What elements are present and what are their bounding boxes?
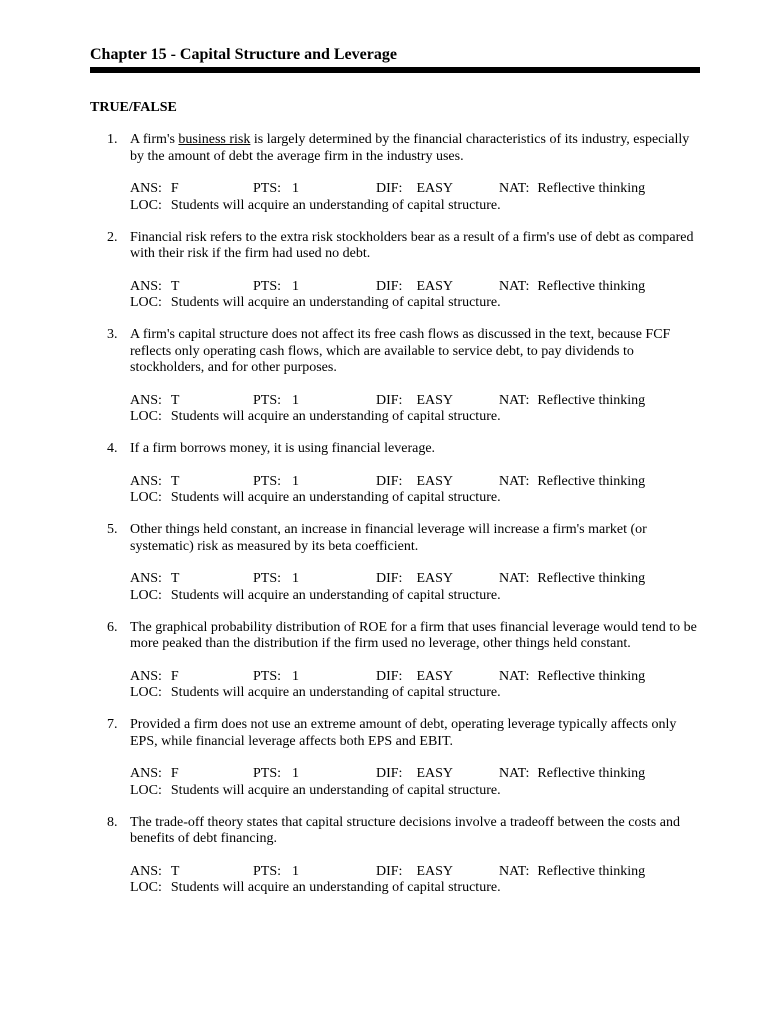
question-item xyxy=(90,620,700,702)
loc-row: LOC: Students will acquire an understanding of capital structure. xyxy=(130,685,501,700)
difficulty-field: DIF: EASY xyxy=(376,571,454,586)
nat-field: NAT: Reflective thinking xyxy=(499,392,646,408)
loc-row: LOC: Students will acquire an understanding of capital structure. xyxy=(130,782,501,798)
question-item xyxy=(90,717,700,799)
question-item xyxy=(90,230,700,312)
answer-meta-row xyxy=(130,393,700,410)
difficulty-field: DIF: EASY xyxy=(376,278,454,294)
points-field: PTS: 1 xyxy=(253,181,300,196)
points-field: PTS: 1 xyxy=(253,668,300,684)
answer-meta-row xyxy=(130,181,700,198)
answer-meta-row xyxy=(130,669,700,686)
points-field: PTS: 1 xyxy=(253,278,300,294)
difficulty-field: DIF: EASY xyxy=(376,473,454,489)
difficulty-field: DIF: EASY xyxy=(376,181,454,196)
points-field: PTS: 1 xyxy=(253,863,300,879)
answer-field: ANS: T xyxy=(130,473,180,489)
nat-field: NAT: Reflective thinking xyxy=(499,473,646,489)
underlined-term: business risk xyxy=(178,132,251,147)
nat-field: NAT: Reflective thinking xyxy=(499,278,646,294)
question-number: 7. xyxy=(107,717,118,732)
points-field: PTS: 1 xyxy=(253,766,300,781)
question-text: The graphical probability distribution of ROE for a firm that uses financial leverage would tend to be more peaked than the distribution if the firm used no leverage, other things held constant. xyxy=(130,619,697,651)
question-number: 2. xyxy=(107,229,118,245)
points-field: PTS: 1 xyxy=(253,571,300,586)
answer-meta-row xyxy=(130,279,700,296)
loc-row: LOC: Students will acquire an understanding of capital structure. xyxy=(130,409,501,424)
answer-meta-row xyxy=(130,474,700,491)
question-text: If a firm borrows money, it is using financial leverage. xyxy=(130,441,436,456)
question-item xyxy=(90,327,700,426)
answer-field: ANS: T xyxy=(130,571,180,586)
answer-meta-row xyxy=(130,864,700,881)
question-number: 4. xyxy=(107,441,118,456)
loc-row: LOC: Students will acquire an understanding of capital structure. xyxy=(130,587,501,603)
points-field: PTS: 1 xyxy=(253,473,300,489)
question-item xyxy=(90,132,700,214)
answer-meta-row xyxy=(130,571,700,588)
answer-meta-row xyxy=(130,766,700,783)
question-item xyxy=(90,441,700,507)
answer-field: ANS: T xyxy=(130,392,180,408)
question-text: A firm's capital structure does not affect its free cash flows as discussed in the text, because FCF reflects only operating cash flows, which are available to service debt, to pay dividends to stockholders, and for other purposes. xyxy=(130,327,671,375)
question-text: Other things held constant, an increase in financial leverage will increase a firm's market (or systematic) risk as measured by its beta coefficient. xyxy=(130,522,647,554)
question-number: 5. xyxy=(107,522,118,537)
answer-field: ANS: T xyxy=(130,278,180,294)
loc-row: LOC: Students will acquire an understanding of capital structure. xyxy=(130,197,501,213)
answer-field: ANS: T xyxy=(130,863,180,879)
nat-field: NAT: Reflective thinking xyxy=(499,181,646,196)
question-number: 1. xyxy=(107,132,118,147)
question-text: The trade-off theory states that capital structure decisions involve a tradeoff between the costs and benefits of debt financing. xyxy=(130,814,680,846)
answer-field: ANS: F xyxy=(130,668,179,684)
nat-field: NAT: Reflective thinking xyxy=(499,766,646,781)
question-number: 3. xyxy=(107,327,118,342)
answer-field: ANS: F xyxy=(130,181,179,196)
loc-row: LOC: Students will acquire an understanding of capital structure. xyxy=(130,295,501,310)
loc-row: LOC: Students will acquire an understanding of capital structure. xyxy=(130,490,501,505)
points-field: PTS: 1 xyxy=(253,392,300,408)
chapter-title: Chapter 15 - Capital Structure and Leverage xyxy=(90,46,397,63)
answer-field: ANS: F xyxy=(130,766,179,781)
difficulty-field: DIF: EASY xyxy=(376,863,454,879)
nat-field: NAT: Reflective thinking xyxy=(499,571,646,586)
question-text: A firm's business risk is largely determined by the financial characteristics of its industry, especially by the amount of debt the average firm in the industry uses. xyxy=(130,132,690,164)
difficulty-field: DIF: EASY xyxy=(376,392,454,408)
question-item xyxy=(90,522,700,604)
question-text: Financial risk refers to the extra risk stockholders bear as a result of a firm's use of debt as compared with their risk if the firm had used no debt. xyxy=(130,229,694,261)
question-list xyxy=(90,132,700,912)
question-text: Provided a firm does not use an extreme amount of debt, operating leverage typically affects only EPS, while financial leverage affects both EPS and EBIT. xyxy=(130,717,677,749)
loc-row: LOC: Students will acquire an understanding of capital structure. xyxy=(130,880,501,895)
nat-field: NAT: Reflective thinking xyxy=(499,668,646,684)
section-heading: TRUE/FALSE xyxy=(90,100,177,115)
question-number: 8. xyxy=(107,814,118,830)
difficulty-field: DIF: EASY xyxy=(376,766,454,781)
title-rule xyxy=(90,67,700,73)
question-item xyxy=(90,815,700,897)
question-number: 6. xyxy=(107,619,118,635)
nat-field: NAT: Reflective thinking xyxy=(499,863,646,879)
difficulty-field: DIF: EASY xyxy=(376,668,454,684)
